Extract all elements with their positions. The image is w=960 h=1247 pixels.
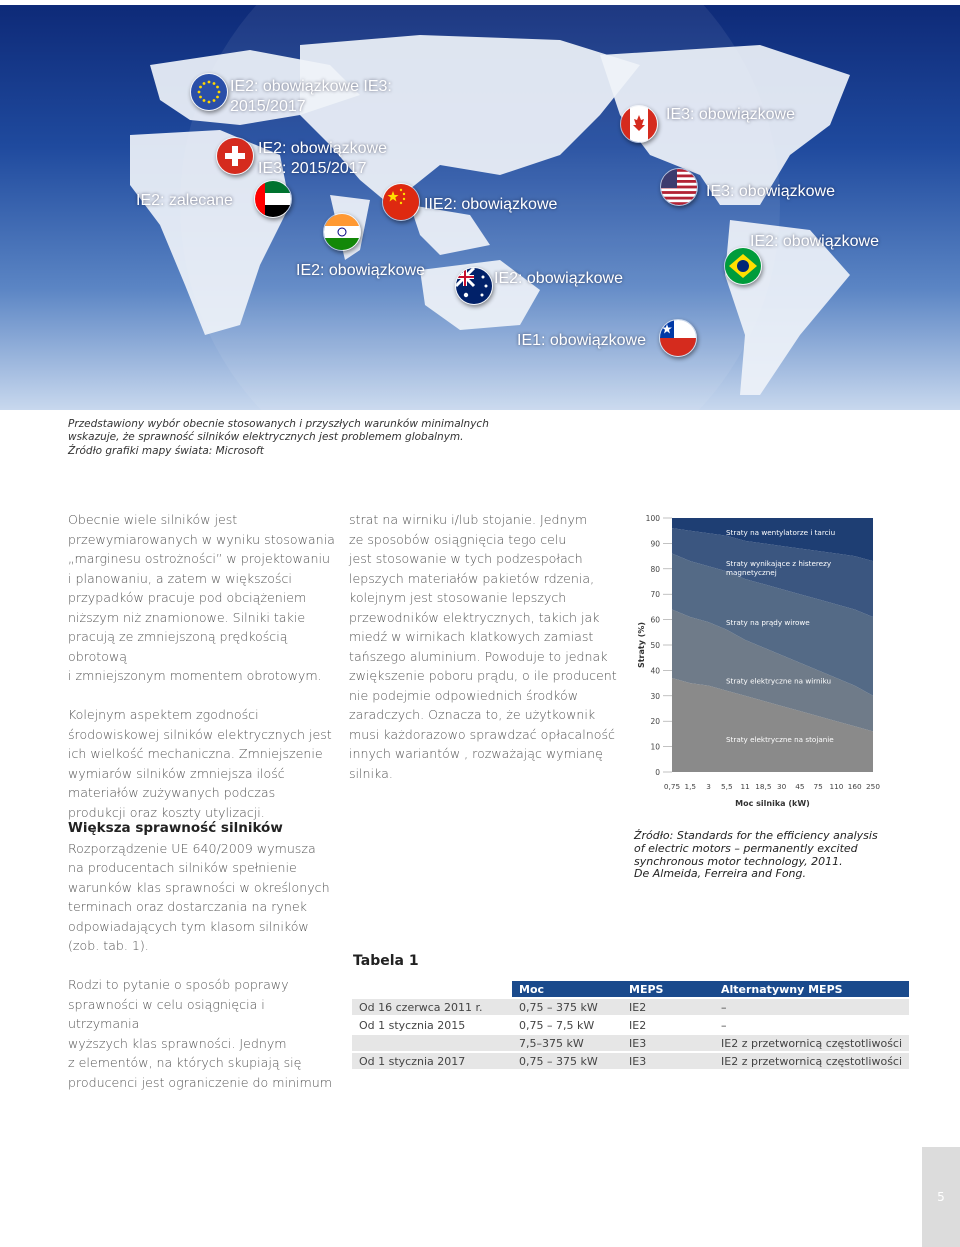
australia-flag-icon — [455, 267, 493, 305]
text-line: zaradczych. Oznacza to, że użytkownik — [349, 707, 596, 722]
table-cell: IE2 — [622, 999, 714, 1015]
text-line: jest stosowanie w tych podzespołach — [349, 551, 583, 566]
meps-table — [352, 979, 909, 1071]
india-flag-icon — [323, 213, 361, 251]
y-tick-label: 70 — [650, 590, 660, 600]
x-axis-label: Moc silnika (kW) — [735, 799, 810, 808]
y-tick-label: 50 — [650, 641, 660, 650]
y-tick-label: 80 — [650, 564, 660, 574]
australia-label: IE2: obowiązkowe — [494, 270, 623, 287]
header-cell-alt-meps: Alternatywny MEPS — [714, 981, 909, 997]
usa-flag-icon — [660, 168, 698, 206]
text-line: odpowiadających tym klasom silników — [68, 918, 309, 934]
table-cell — [352, 1035, 512, 1051]
text-line: środowiskowej silników elektrycznych jest — [68, 726, 332, 742]
paragraph-mechanical-size — [68, 705, 338, 822]
y-tick-label: 10 — [650, 742, 660, 752]
canada-flag-icon — [620, 105, 658, 143]
text-line: strat na wirniku i/lub stojanie. Jednym — [349, 512, 588, 527]
series-label: magnetycznej — [726, 568, 777, 578]
text-line: przewymiarowanych w wyniku stosowania — [68, 531, 335, 547]
table-cell: 0,75 – 375 kW — [512, 1053, 622, 1069]
text-line: nie podejmie odpowiednich środków — [349, 687, 579, 703]
text-line: lepszych materiałów pakietów rdzenia, — [349, 570, 595, 586]
x-tick-label: 75 — [813, 782, 823, 791]
losses-stacked-area-chart — [630, 508, 880, 808]
table-title: Tabela 1 — [353, 953, 419, 969]
text-line: z elementów, na których skupiają się — [68, 1055, 302, 1070]
text-line: ich wielkość mechaniczna. Zmniejszenie — [68, 746, 323, 761]
text-line: Obecnie wiele silników jest — [68, 512, 238, 527]
brazil-flag-icon — [724, 247, 762, 285]
source-line: synchronous motor technology, 2011. — [634, 854, 843, 868]
table-row — [352, 1035, 909, 1051]
text-line: i planowaniu, a zatem w większości — [68, 570, 292, 586]
series-label: Straty na prądy wirowe — [726, 618, 810, 628]
table-cell: IE2 z przetwornicą częstotliwości — [714, 1035, 909, 1051]
x-tick-label: 11 — [740, 782, 750, 791]
x-tick-label: 30 — [776, 782, 787, 791]
chile-label: IE1: obowiązkowe — [517, 332, 646, 349]
india-label: IE2: obowiązkowe — [296, 262, 425, 279]
eu-flag-icon — [190, 73, 228, 111]
y-tick-label: 60 — [650, 615, 660, 625]
caption-source: Źródło grafiki mapy świata: Microsoft — [68, 444, 264, 457]
eu-label-line2: 2015/2017 — [230, 98, 306, 115]
series-label: Straty na wentylatorze i tarciu — [726, 527, 836, 537]
paragraph-question — [68, 975, 338, 1092]
header-cell-empty — [352, 981, 512, 997]
y-tick-label: 0 — [655, 768, 660, 777]
paragraph-regulation — [68, 839, 338, 956]
y-tick-label: 40 — [650, 666, 660, 676]
source-line: of electric motors – permanently excited — [634, 841, 858, 855]
table-cell: Od 1 stycznia 2015 — [359, 1018, 466, 1032]
eu-label: IE2: obowiązkowe IE3: — [230, 78, 392, 95]
text-line: warunków klas sprawności w określonych — [68, 879, 330, 895]
text-line: niższym niż znamionowe. Silniki takie — [68, 609, 306, 625]
x-tick-label: 45 — [795, 782, 805, 791]
y-tick-label: 30 — [650, 691, 660, 701]
x-tick-label: 0,75 — [663, 782, 681, 791]
table-cell: IE3 — [622, 1035, 714, 1051]
text-line: silnika. — [349, 765, 393, 781]
china-label: IIE2: obowiązkowe — [424, 196, 558, 213]
y-tick-label: 90 — [650, 539, 660, 549]
uae-flag-icon — [254, 180, 292, 218]
text-line: tańszego aluminium. Powoduje to jednak — [349, 648, 608, 664]
x-tick-label: 1,5 — [684, 782, 697, 791]
text-column-2 — [349, 510, 619, 783]
china-flag-icon — [382, 183, 420, 221]
text-line: sprawności w celu osiągnięcia i utrzymania — [68, 996, 265, 1031]
x-tick-label: 250 — [866, 782, 880, 791]
switzerland-label-line2: IE3: 2015/2017 — [258, 160, 367, 177]
table-cell: 0,75 – 7,5 kW — [519, 1018, 595, 1032]
chile-flag-icon — [659, 319, 697, 357]
section-heading: Większa sprawność silników — [68, 820, 283, 836]
paragraph-overdimensioning — [68, 510, 338, 686]
map-caption — [68, 418, 528, 458]
text-line: miedź w wirnikach klatkowych zamiast — [349, 629, 594, 644]
y-tick-label: 20 — [650, 717, 660, 727]
text-column-1 — [68, 510, 338, 822]
text-column-1-lower — [68, 819, 338, 1092]
text-line: „marginesu ostrożności” w projektowaniu — [68, 551, 330, 566]
text-line: terminach oraz dostarczania na rynek — [68, 899, 307, 914]
page-number: 5 — [922, 1147, 960, 1247]
text-line: Rodzi to pytanie o sposób poprawy — [68, 977, 289, 992]
table-row — [352, 999, 909, 1015]
switzerland-label: IE2: obowiązkowe — [258, 140, 387, 157]
x-tick-label: 5,5 — [721, 782, 733, 791]
series-label: Straty wynikające z histerezy — [726, 559, 832, 569]
source-line: De Almeida, Ferreira and Fong. — [634, 867, 806, 881]
brazil-label: IE2: obowiązkowe — [750, 233, 879, 250]
series-label: Straty elektryczne na wirniku — [726, 676, 832, 686]
text-line: zwiększenie poboru prądu, o ile producent — [349, 668, 617, 683]
y-tick-label: 100 — [645, 514, 660, 523]
table-row — [352, 1053, 909, 1069]
text-line: musi każdorazowo sprawdzać opłacalność — [349, 726, 615, 742]
table-cell: IE2 z przetwornicą częstotliwości — [714, 1053, 909, 1069]
table-cell: Od 1 stycznia 2017 — [352, 1053, 512, 1069]
table-row — [352, 1017, 909, 1033]
caption-line: Przedstawiony wybór obecnie stosowanych i przyszłych warunków minimalnych — [68, 418, 489, 430]
table-cell: Od 16 czerwca 2011 r. — [352, 999, 512, 1015]
text-line: ze sposobów osiągnięcia tego celu — [349, 531, 567, 547]
text-line: na producentach silników spełnienie — [68, 860, 297, 875]
text-line: przewodników elektrycznych, takich jak — [349, 609, 600, 625]
table-cell: – — [714, 999, 909, 1015]
text-line: innych wariantów , rozważając wymianę — [349, 746, 603, 761]
world-map — [0, 5, 960, 410]
text-line: wyższych klas sprawności. Jednym — [68, 1035, 287, 1051]
x-tick-label: 110 — [829, 782, 844, 791]
paragraph-losses — [349, 510, 619, 783]
text-line: kolejnym jest stosowanie lepszych — [349, 590, 567, 605]
text-line: producenci jest ograniczenie do minimum — [68, 1074, 333, 1090]
canada-label: IE3: obowiązkowe — [666, 106, 795, 123]
caption-line: wskazuje, że sprawność silników elektrycznych jest problemem globalnym. — [68, 431, 464, 444]
table-cell: IE2 — [629, 1018, 647, 1032]
text-line: wymiarów silników zmniejsza ilość — [68, 765, 285, 781]
text-line: Kolejnym aspektem zgodności — [68, 707, 259, 722]
text-line: (zob. tab. 1). — [68, 938, 149, 953]
text-line: materiałów zużywanych podczas — [68, 785, 276, 800]
series-label: Straty elektryczne na stojanie — [726, 734, 834, 744]
source-line: Źródło: Standards for the efficiency analysis — [634, 829, 878, 842]
switzerland-flag-icon — [216, 137, 254, 175]
text-line: pracują ze zmniejszoną prędkością obrotową — [68, 629, 288, 664]
table-cell: 7,5–375 kW — [512, 1035, 622, 1051]
header-cell-meps: MEPS — [622, 981, 714, 997]
x-tick-label: 18,5 — [755, 782, 772, 791]
table-header-row — [352, 981, 909, 997]
chart-source-note — [634, 830, 878, 881]
uae-label: IE2: zalecane — [136, 192, 233, 209]
table-cell: IE3 — [622, 1053, 714, 1069]
text-line: Rozporządzenie UE 640/2009 wymusza — [68, 840, 316, 856]
text-line: produkcji oraz koszty utylizacji. — [68, 804, 265, 820]
text-line: i zmniejszonym momentem obrotowym. — [68, 668, 322, 683]
x-tick-label: 160 — [847, 782, 862, 791]
header-cell-power: Moc — [512, 981, 622, 997]
text-line: przypadków pracuje pod obciążeniem — [68, 590, 307, 605]
table-cell: – — [721, 1018, 727, 1032]
table-cell: 0,75 – 375 kW — [512, 999, 622, 1015]
y-axis-label: Straty (%) — [637, 621, 646, 669]
x-tick-label: 3 — [706, 782, 711, 791]
usa-label: IE3: obowiązkowe — [706, 183, 835, 200]
